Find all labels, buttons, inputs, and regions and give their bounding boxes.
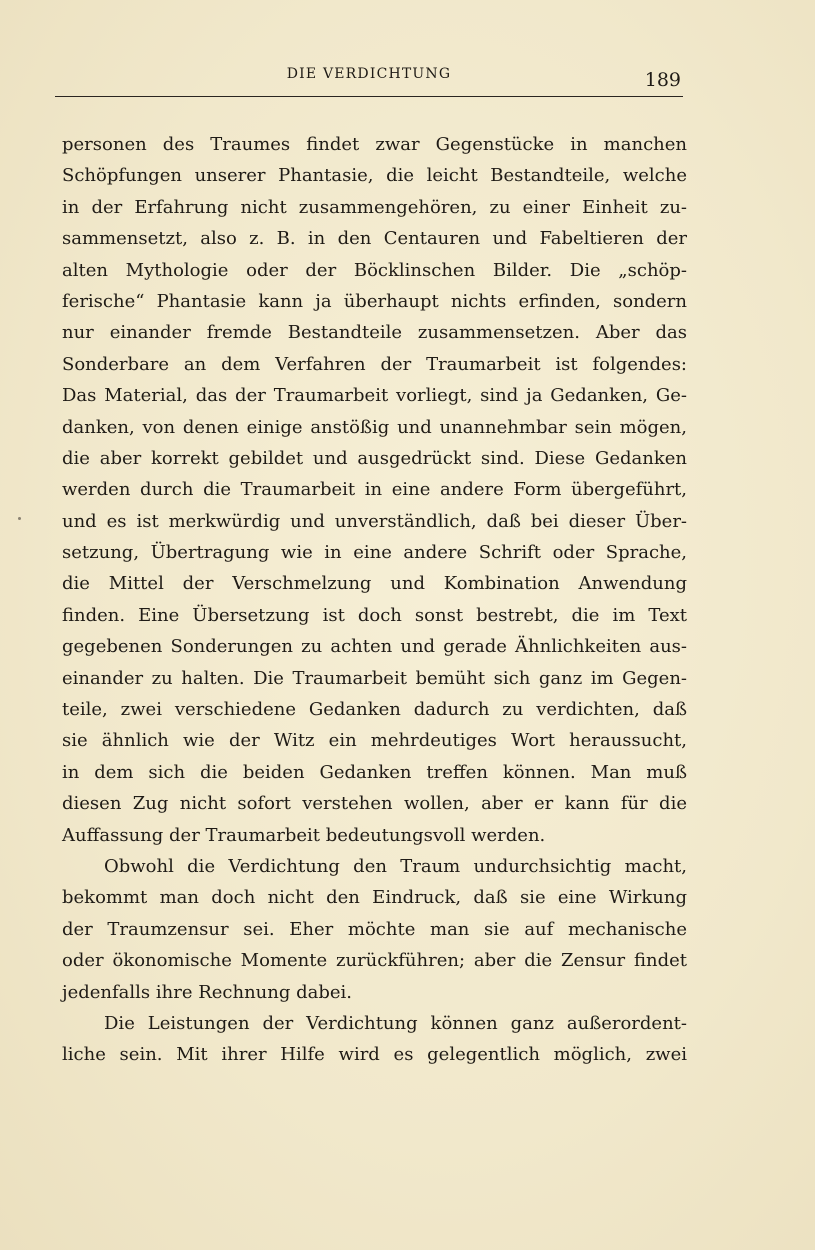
- text-line: Das Material, das der Traumarbeit vorliegt, sind ja Gedanken, Ge-: [62, 385, 687, 407]
- text-line: die aber korrekt gebildet und ausgedrückt sind. Diese Gedanken: [62, 447, 687, 469]
- text-line: sie ähnlich wie der Witz ein mehrdeutiges Wort heraussucht,: [62, 730, 687, 752]
- text-line: in dem sich die beiden Gedanken treffen können. Man muß: [62, 761, 687, 783]
- text-line: gegebenen Sonderungen zu achten und gerade Ähnlichkeiten aus-: [62, 636, 687, 658]
- text-line: finden. Eine Übersetzung ist doch sonst bestrebt, die im Text: [62, 604, 687, 626]
- text-line: einander zu halten. Die Traumarbeit bemüht sich ganz im Gegen-: [62, 667, 687, 689]
- text-line: nur einander fremde Bestandteile zusammensetzen. Aber das: [62, 322, 687, 344]
- text-line: in der Erfahrung nicht zusammengehören, zu einer Einheit zu-: [62, 196, 687, 218]
- text-line: teile, zwei verschiedene Gedanken dadurch zu verdichten, daß: [62, 699, 687, 721]
- text-line: personen des Traumes findet zwar Gegenstücke in manchen: [62, 134, 687, 155]
- paragraph-last-line: jedenfalls ihre Rechnung dabei.: [62, 981, 353, 1003]
- text-line: ferische“ Phantasie kann ja überhaupt nichts erfinden, sondern: [62, 290, 687, 312]
- text-line: werden durch die Traumarbeit in eine andere Form übergeführt,: [62, 479, 687, 501]
- text-line: setzung, Übertragung wie in eine andere Schrift oder Sprache,: [62, 542, 687, 564]
- margin-speck: [18, 517, 21, 520]
- text-line: bekommt man doch nicht den Eindruck, daß sie eine Wirkung: [62, 887, 687, 909]
- text-line: und es ist merkwürdig und unverständlich, daß bei dieser Über-: [62, 510, 687, 532]
- text-line: Sonderbare an dem Verfahren der Traumarbeit ist folgendes:: [62, 353, 687, 375]
- text-line: danken, von denen einige anstößig und unannehmbar sein mögen,: [62, 416, 687, 438]
- paragraph-first-line: Obwohl die Verdichtung den Traum undurchsichtig macht,: [104, 855, 687, 877]
- text-line: liche sein. Mit ihrer Hilfe wird es gelegentlich möglich, zwei: [62, 1044, 687, 1066]
- text-line: der Traumzensur sei. Eher möchte man sie auf mechanische: [62, 918, 687, 940]
- paragraph-first-line: Die Leistungen der Verdichtung können ganz außerordent-: [104, 1012, 687, 1034]
- text-line: Schöpfungen unserer Phantasie, die leicht Bestandteile, welche: [62, 165, 687, 187]
- text-line: die Mittel der Verschmelzung und Kombination Anwendung: [62, 573, 687, 595]
- paragraph-last-line: Auffassung der Traumarbeit bedeutungsvoll werden.: [62, 824, 546, 846]
- page-header: [55, 60, 683, 97]
- text-line: oder ökonomische Momente zurückführen; aber die Zensur findet: [62, 950, 687, 972]
- running-title: DIE VERDICHTUNG: [286, 66, 452, 82]
- body-text: [62, 129, 687, 1071]
- text-line: alten Mythologie oder der Böcklinschen Bilder. Die „schöp-: [62, 259, 687, 281]
- text-line: diesen Zug nicht sofort verstehen wollen, aber er kann für die: [62, 793, 687, 815]
- page-number: 189: [644, 69, 681, 91]
- text-line: sammensetzt, also z. B. in den Centauren und Fabeltieren der: [62, 228, 687, 250]
